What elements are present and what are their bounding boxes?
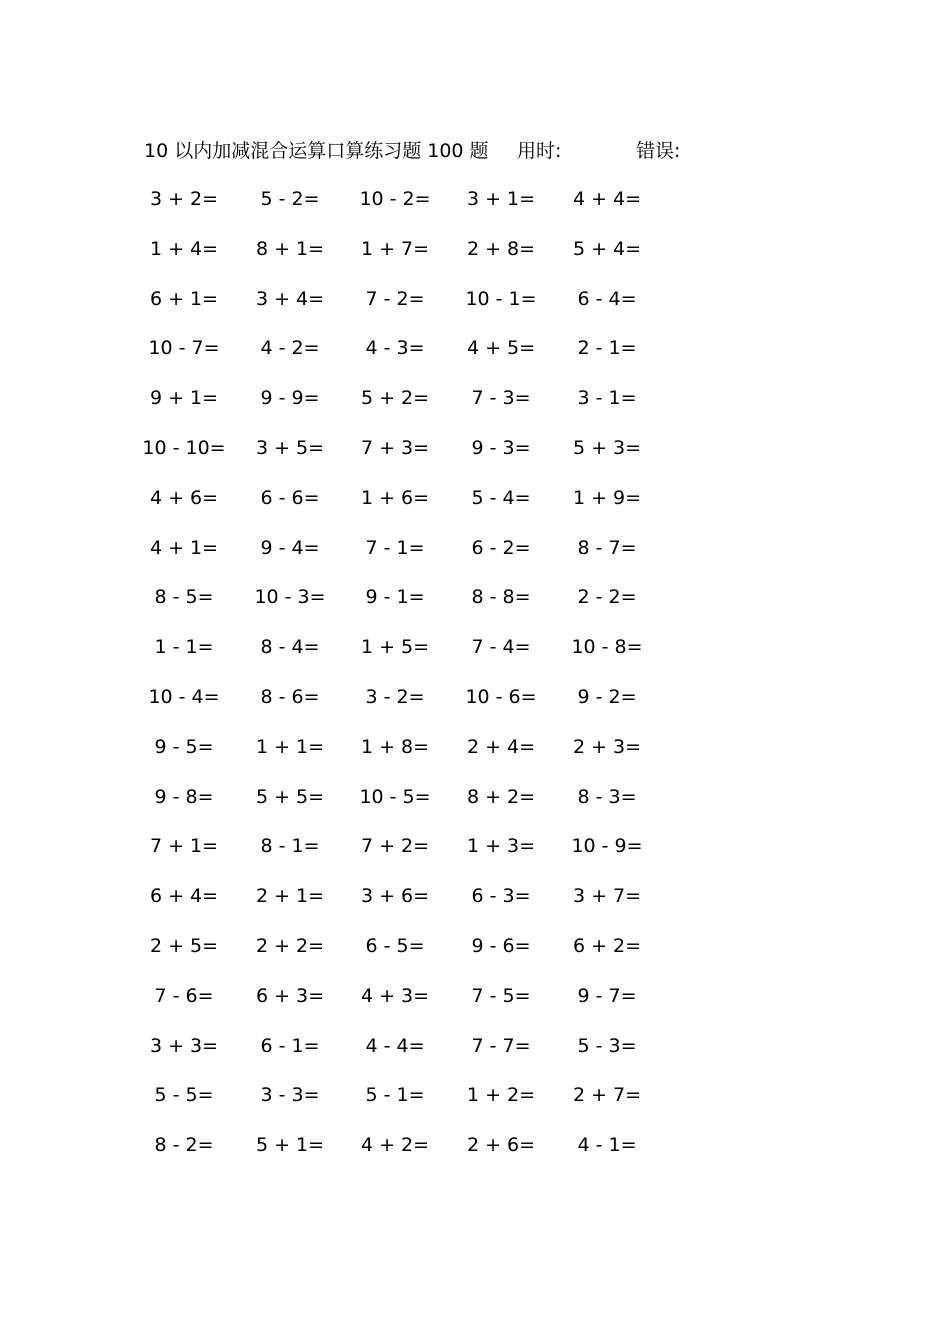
math-problem: 9 - 1= [365, 586, 425, 609]
math-problem: 4 - 2= [260, 337, 320, 360]
math-problem: 9 - 3= [471, 437, 531, 459]
math-problem: 2 + 5= [149, 935, 219, 957]
math-problem: 3 + 1= [466, 188, 536, 210]
math-problem: 9 - 8= [154, 785, 214, 808]
math-problem: 1 + 8= [360, 735, 430, 758]
math-problem: 1 + 1= [255, 735, 325, 758]
math-problem: 1 - 1= [154, 636, 214, 659]
math-problem: 5 + 5= [255, 785, 325, 808]
math-problem: 2 + 1= [255, 885, 325, 908]
math-problem: 8 - 2= [154, 1134, 214, 1157]
math-problem: 3 + 6= [360, 885, 430, 908]
math-problem: 7 - 1= [365, 536, 425, 559]
math-problem: 7 - 7= [471, 1034, 531, 1057]
math-problem: 8 - 7= [577, 536, 637, 559]
math-problem: 10 - 8= [571, 636, 643, 659]
math-problem: 10 - 5= [359, 785, 431, 808]
math-problem: 10 - 3= [254, 586, 326, 609]
math-problem: 7 - 5= [471, 984, 531, 1007]
math-problem: 2 + 3= [572, 735, 642, 758]
math-problem: 2 + 6= [466, 1134, 536, 1157]
math-problem: 7 + 3= [360, 437, 430, 459]
math-problem: 3 - 3= [260, 1084, 320, 1107]
math-problem: 7 - 6= [154, 984, 214, 1007]
math-problem: 9 - 9= [260, 387, 320, 410]
math-problem: 10 - 10= [142, 437, 226, 459]
math-problem: 10 - 7= [148, 337, 220, 360]
math-problem: 3 - 1= [577, 387, 637, 410]
math-problem: 7 - 4= [471, 636, 531, 659]
math-problem: 6 - 3= [471, 885, 531, 908]
math-problem: 5 + 2= [360, 387, 430, 410]
math-problem: 10 - 6= [465, 686, 537, 708]
math-problem: 3 + 2= [149, 188, 219, 210]
math-problem: 9 - 2= [577, 686, 637, 708]
math-problem: 8 + 1= [255, 237, 325, 260]
math-problem: 3 + 4= [255, 287, 325, 310]
math-problem: 7 - 3= [471, 387, 531, 410]
math-problem: 2 + 4= [466, 735, 536, 758]
math-problem: 2 - 2= [577, 586, 637, 609]
math-problem: 6 + 3= [255, 984, 325, 1007]
math-problem: 4 + 6= [149, 486, 219, 509]
math-problem: 7 + 2= [360, 835, 430, 858]
math-problem: 2 + 2= [255, 935, 325, 957]
math-problem: 1 + 2= [466, 1084, 536, 1107]
math-problem: 8 + 2= [466, 785, 536, 808]
math-problem: 7 - 2= [365, 287, 425, 310]
math-problem: 9 + 1= [149, 387, 219, 410]
math-problem: 4 - 1= [577, 1134, 637, 1157]
math-problem: 9 - 7= [577, 984, 637, 1007]
math-problem: 3 + 7= [572, 885, 642, 908]
time-label: 用时: [517, 140, 562, 162]
math-problem: 8 - 6= [260, 686, 320, 708]
math-problem: 1 + 3= [466, 835, 536, 858]
math-problem: 4 - 3= [365, 337, 425, 360]
math-problem: 3 + 5= [255, 437, 325, 459]
math-problem: 4 + 5= [466, 337, 536, 360]
math-problem: 5 - 3= [577, 1034, 637, 1057]
math-problem: 5 - 1= [365, 1084, 425, 1107]
math-problem: 4 - 4= [365, 1034, 425, 1057]
math-problem: 8 - 1= [260, 835, 320, 858]
math-problem: 10 - 2= [359, 188, 431, 210]
math-problem: 1 + 4= [149, 237, 219, 260]
math-problem: 8 - 4= [260, 636, 320, 659]
math-problem: 3 + 3= [149, 1034, 219, 1057]
math-problem: 6 - 2= [471, 536, 531, 559]
math-problem: 10 - 1= [465, 287, 537, 310]
math-problem: 1 + 9= [572, 486, 642, 509]
math-problem: 5 - 5= [154, 1084, 214, 1107]
error-label: 错误: [636, 140, 681, 162]
math-problem: 6 - 4= [577, 287, 637, 310]
math-problem: 8 - 5= [154, 586, 214, 609]
math-problem: 4 + 4= [572, 188, 642, 210]
math-problem: 5 + 1= [255, 1134, 325, 1157]
math-problem: 5 + 4= [572, 237, 642, 260]
math-problem: 4 + 1= [149, 536, 219, 559]
math-problem: 1 + 5= [360, 636, 430, 659]
math-problem: 6 + 1= [149, 287, 219, 310]
math-problem: 3 - 2= [365, 686, 425, 708]
math-problem: 6 - 5= [365, 935, 425, 957]
math-problem: 1 + 6= [360, 486, 430, 509]
math-problem: 1 + 7= [360, 237, 430, 260]
math-problem: 5 - 2= [260, 188, 320, 210]
math-problem: 8 - 8= [471, 586, 531, 609]
math-problem: 10 - 4= [148, 686, 220, 708]
math-problem: 2 + 7= [572, 1084, 642, 1107]
math-problem: 5 + 3= [572, 437, 642, 459]
math-problem: 7 + 1= [149, 835, 219, 858]
math-problem: 5 - 4= [471, 486, 531, 509]
math-problem: 6 - 1= [260, 1034, 320, 1057]
math-problem: 6 - 6= [260, 486, 320, 509]
math-problem: 8 - 3= [577, 785, 637, 808]
math-problem: 6 + 2= [572, 935, 642, 957]
math-problem: 4 + 2= [360, 1134, 430, 1157]
math-problem: 10 - 9= [571, 835, 643, 858]
math-problem: 9 - 5= [154, 735, 214, 758]
math-problem: 2 - 1= [577, 337, 637, 360]
worksheet-title: 10 以内加减混合运算口算练习题 100 题 [144, 140, 489, 162]
math-problem: 9 - 6= [471, 935, 531, 957]
math-problem: 9 - 4= [260, 536, 320, 559]
math-problem: 2 + 8= [466, 237, 536, 260]
math-problem: 6 + 4= [149, 885, 219, 908]
math-problem: 4 + 3= [360, 984, 430, 1007]
